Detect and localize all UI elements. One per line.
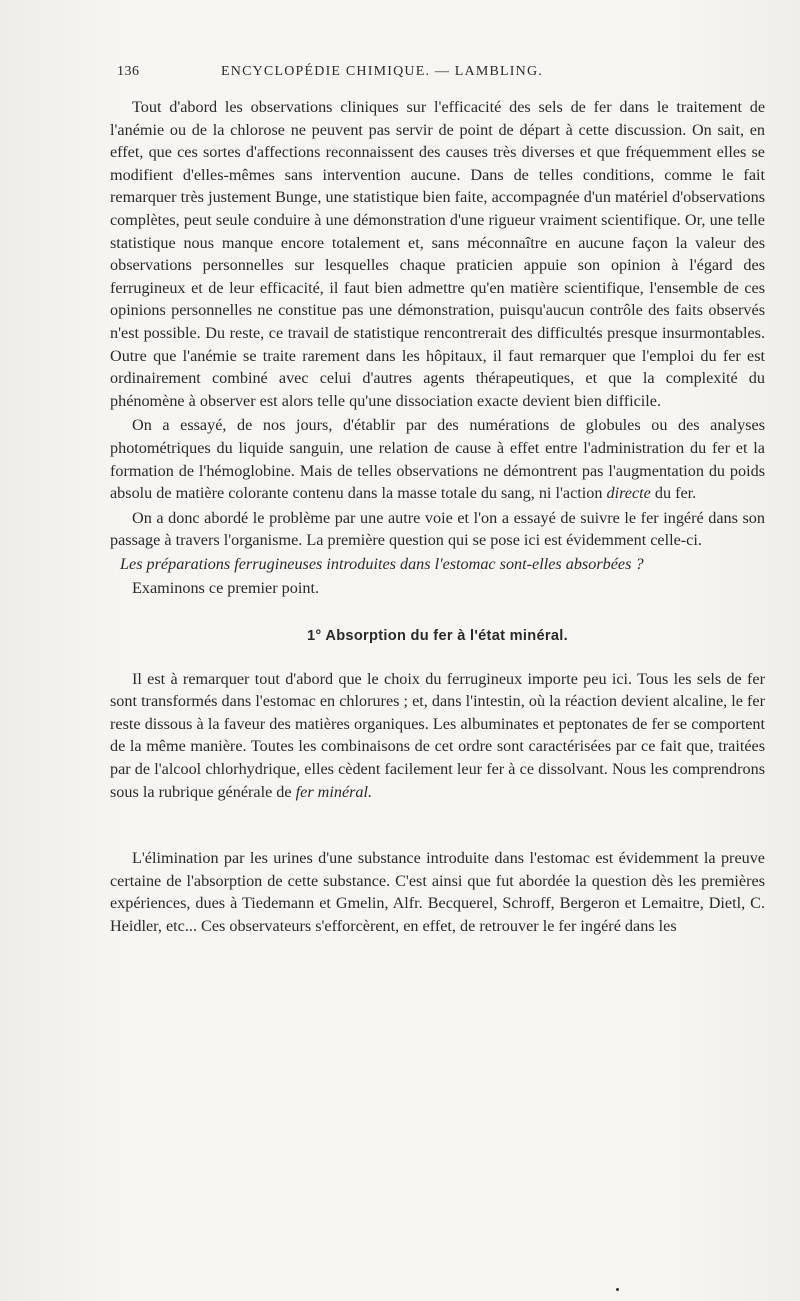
- running-header: [117, 64, 587, 80]
- paragraph-text: du fer.: [650, 484, 697, 503]
- emphasis-directe: directe: [606, 484, 651, 503]
- paragraph-first-point: Examinons ce premier point.: [132, 579, 320, 598]
- page-number: 136: [117, 64, 140, 79]
- paragraph-other-approach: On a donc abordé le problème par une autre voie et l'on a essayé de suivre le fer ingéré dans son passage à travers l'organisme. La première question qui se pose ici est évidemment celle-ci.: [110, 508, 765, 550]
- paragraph-iron-salts: [110, 668, 765, 804]
- paper-speck: [616, 1288, 619, 1291]
- section-break: [110, 803, 765, 847]
- emphasis-fer-mineral: fer minéral.: [295, 782, 373, 801]
- paragraph-blood-analyses: [110, 414, 765, 504]
- paragraph-text: Il est à remarquer tout d'abord que le choix du ferrugineux importe peu ici. Tous les sels de fer sont transformés dans l'estomac en chlorures ; et, dans l'intestin, où la réaction devient alcaline, le fer reste dissous à la faveur des matières organiques. Les albuminates et peptonates de fer se comportent de la même manière. Toutes les combinaisons de cet ordre sont caractérisées par ce fait que, traitées par de l'alcool chlorhydrique, elles cèdent facilement leur fer à ce dissolvant. Nous les comprendrons sous la rubrique générale de: [110, 669, 765, 801]
- paragraph-elimination: L'élimination par les urines d'une substance introduite dans l'estomac est évidemment la preuve certaine de l'absorption de cette substance. C'est ainsi que fut abordée la question dès les premières expériences, dues à Tiedemann et Gmelin, Alfr. Becquerel, Schroff, Bergeron et Lemaitre, Dietl, C. Heidler, etc... Ces observateurs s'efforcèrent, en effet, de retrouver le fer ingéré dans les: [110, 849, 765, 935]
- section-heading: 1° Absorption du fer à l'état minéral.: [306, 628, 568, 645]
- paragraph-clinical-observations: Tout d'abord les observations cliniques sur l'efficacité des sels de fer dans le traitement de l'anémie ou de la chlorose ne peuvent pas servir de point de départ à cette discussion. On sait, en effet, que ces sortes d'affections reconnaissent des causes très diverses et que fréquemment elles se modifient d'elles-mêmes sans intervention aucune. Dans de telles conditions, comme le fait remarquer très justement Bunge, une statistique bien faite, accompagnée d'un matériel d'observations complètes, peut seule conduire à une démonstration d'une rigueur vraiment scientifique. Or, une telle statistique nous manque encore totalement et, sans méconnaître en aucune façon la valeur des observations personnelles sur lesquelles chaque praticien appuie son opinion à l'égard des ferrugineux et de leur efficacité, il faut bien admettre qu'en matière scientifique, l'ensemble de ces opinions personnelles ne constitue pas une démonstration, puisqu'aucun contrôle des faits observés n'est possible. Du reste, ce travail de statistique rencontrerait des difficultés presque insurmontables. Outre que l'anémie se traite rarement dans les hôpitaux, il faut remarquer que l'emploi du fer est ordinairement combiné avec celui d'autres agents thérapeutiques, et que la complexité du phénomène à observer est alors telle qu'une dissociation exacte devient bien difficile.: [110, 98, 765, 410]
- question-absorption: Les préparations ferrugineuses introduites dans l'estomac sont-elles absorbées ?: [120, 554, 644, 573]
- paragraph-text: On a essayé, de nos jours, d'établir par des numérations de globules ou des analyses photométriques du liquide sanguin, une relation de cause à effet entre l'administration du fer et la formation de l'hémoglobine. Mais de telles observations ne démontrent pas l'augmentation du poids absolu de matière colorante contenu dans la masse totale du sang, ni l'action: [110, 416, 765, 503]
- body-text: [110, 96, 765, 938]
- running-title: ENCYCLOPÉDIE CHIMIQUE. — LAMBLING.: [221, 64, 543, 79]
